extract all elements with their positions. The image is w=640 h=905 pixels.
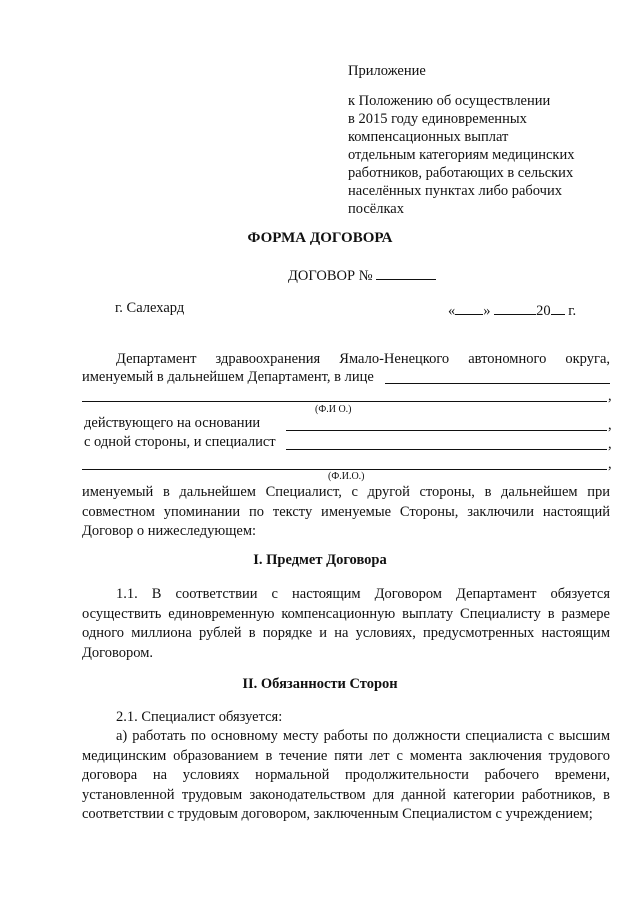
date-open-quote: « bbox=[448, 303, 456, 319]
representative-label: именуемый в дальнейшем Департамент, в лице bbox=[82, 369, 374, 385]
year-prefix: 20 bbox=[536, 303, 551, 319]
appendix-line: населённых пунктах либо рабочих bbox=[348, 183, 562, 199]
appendix-line: к Положению об осуществлении bbox=[348, 93, 551, 109]
other-side-label: с одной стороны, и специалист bbox=[84, 434, 276, 450]
appendix-line: посёлках bbox=[348, 201, 404, 217]
section-2-paragraph-1: 2.1. Специалист обязуется: bbox=[116, 709, 283, 725]
day-blank bbox=[455, 300, 483, 315]
month-blank bbox=[494, 300, 536, 315]
preamble-line-1: Департамент здравоохранения Ямало-Ненецкого автономного округа, bbox=[116, 351, 610, 367]
date-close-quote: » bbox=[483, 303, 491, 319]
section-1-title: I. Предмет Договора bbox=[253, 552, 387, 568]
contract-number-label: ДОГОВОР № bbox=[288, 268, 373, 284]
form-title: ФОРМА ДОГОВОРА bbox=[247, 230, 393, 246]
appendix-line: в 2015 году единовременных bbox=[348, 111, 527, 127]
specialist-blank bbox=[286, 449, 607, 450]
contract-number-blank bbox=[376, 265, 436, 280]
basis-label: действующего на основании bbox=[84, 415, 261, 431]
appendix-block bbox=[348, 62, 598, 218]
year-blank bbox=[551, 300, 565, 315]
representative-blank bbox=[385, 383, 610, 384]
section-1-paragraph: 1.1. В соответствии с настоящим Договором Департамент обязуется осуществить единовременную компенсационную выплату Специалисту в размере одного миллиона рублей в порядке и на условиях, предусмотренных настоящим Договором. bbox=[82, 586, 610, 661]
contract-number bbox=[288, 265, 436, 285]
preamble-line-2 bbox=[82, 369, 610, 388]
comma: , bbox=[608, 417, 612, 433]
appendix-heading: Приложение bbox=[348, 63, 426, 79]
appendix-line: компенсационных выплат bbox=[348, 129, 509, 145]
contract-date bbox=[448, 300, 576, 320]
fio-caption-1: (Ф.И О.) bbox=[315, 404, 352, 415]
section-2-title: II. Обязанности Сторон bbox=[242, 676, 398, 692]
comma: , bbox=[608, 436, 612, 452]
city: г. Салехард bbox=[115, 300, 185, 316]
specialist-name-blank bbox=[82, 469, 607, 470]
comma: , bbox=[608, 388, 612, 404]
basis-blank bbox=[286, 430, 607, 431]
preamble-closing: именуемый в дальнейшем Специалист, с другой стороны, в дальнейшем при совместном упоминании по тексту именуемые Стороны, заключили настоящий Договор о нижеследующем: bbox=[82, 484, 610, 539]
year-suffix: г. bbox=[568, 303, 577, 319]
fio-caption-2: (Ф.И.О.) bbox=[328, 471, 365, 482]
section-2-paragraph-2: а) работать по основному месту работы по должности специалиста с высшим медицинским образованием в течение пяти лет с момента заключения трудового договора на условиях нормальной продолжительности рабочего времени, установленной трудовым законодательством для данной категории работников, в соответствии с трудовым договором, заключенным Специалистом с учреждением; bbox=[82, 728, 610, 822]
appendix-line: отдельным категориям медицинских bbox=[348, 147, 575, 163]
preamble bbox=[82, 350, 610, 388]
representative-name-blank bbox=[82, 401, 607, 402]
appendix-line: работников, работающих в сельских bbox=[348, 165, 574, 181]
comma: , bbox=[608, 456, 612, 472]
